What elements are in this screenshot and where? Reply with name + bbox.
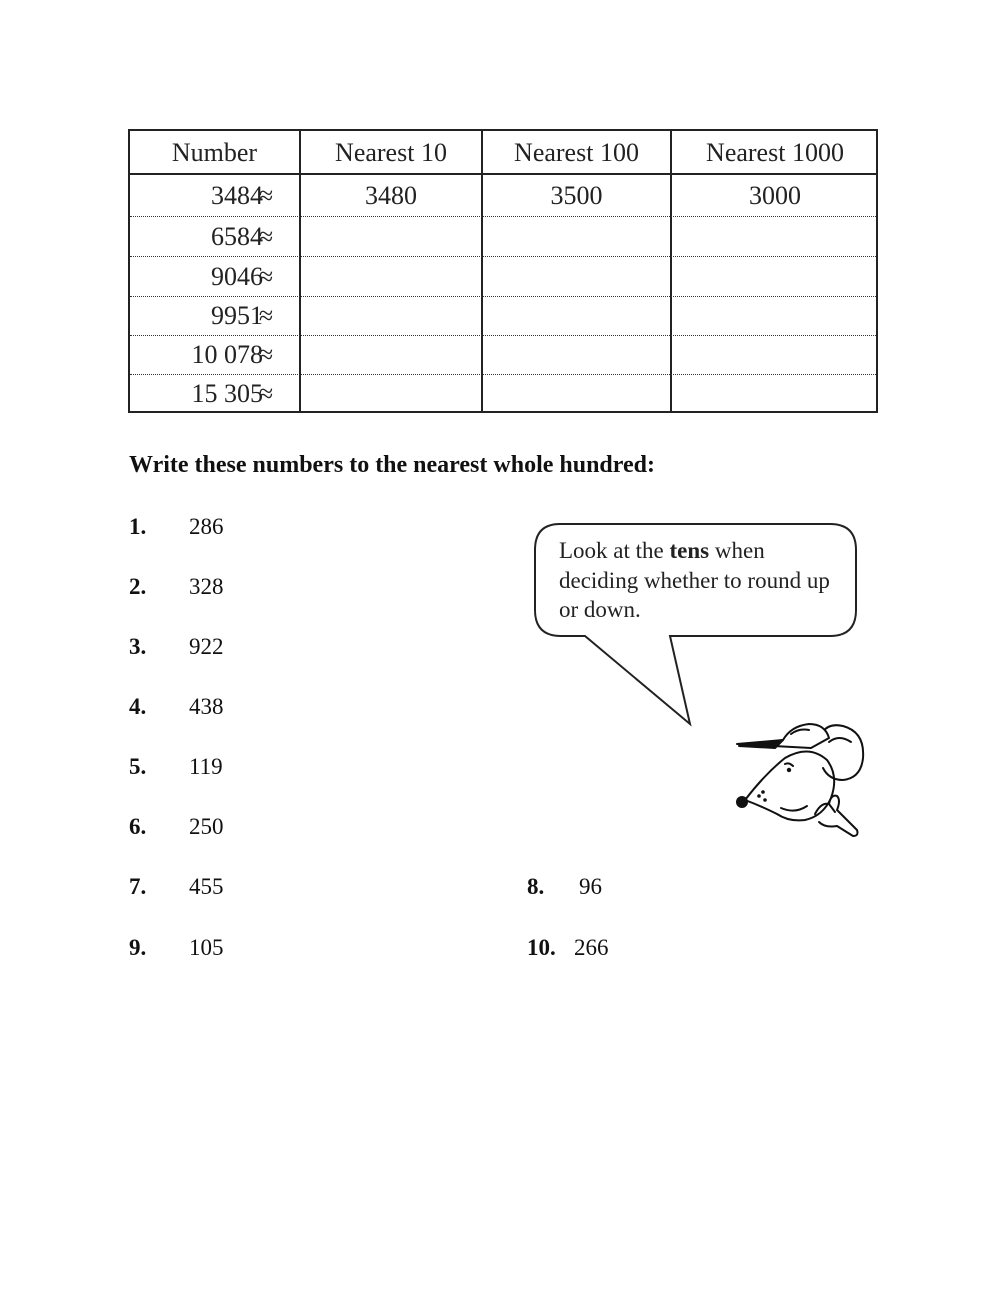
question-number: 6. [129,814,147,839]
question-value: 119 [189,754,223,779]
header-nearest-100: Nearest 100 [514,138,639,167]
approx-symbol: ≈ [258,379,274,408]
bubble-text-bold: tens [669,538,710,563]
question-value: 438 [189,694,224,719]
approx-symbol: ≈ [258,181,274,210]
question-value: 266 [574,935,609,960]
answer-nearest-1000: 3000 [749,181,801,210]
row-number: 10 078 [191,340,263,369]
question-value: 328 [189,574,224,599]
row-number: 15 305 [191,379,263,408]
approx-symbol: ≈ [258,301,274,330]
approx-symbol: ≈ [258,221,274,251]
bubble-text-part2: when deciding whether to round up or down. [559,538,830,622]
question-number: 10. [527,935,556,960]
bubble-text-part1: Look at the [559,538,670,563]
question-number: 8. [527,874,545,899]
question-number: 1. [129,514,147,539]
approx-symbol: ≈ [258,340,274,369]
row-number: 9951 [211,301,263,330]
question-number: 9. [129,935,147,960]
question-value: 96 [579,874,602,899]
speech-bubble [559,536,849,625]
instruction-heading: Write these numbers to the nearest whole hundred: [129,452,655,478]
question-number: 3. [129,634,147,659]
question-value: 455 [189,874,224,899]
row-number: 3484 [211,181,263,210]
approx-symbol: ≈ [258,261,274,291]
question-number: 4. [129,694,147,719]
question-value: 250 [189,814,224,839]
header-number: Number [171,138,258,167]
header-nearest-10: Nearest 10 [335,138,447,167]
question-value: 105 [189,935,224,960]
row-number: 9046 [211,261,263,291]
header-nearest-1000: Nearest 1000 [706,138,844,167]
answer-nearest-100: 3500 [550,181,603,210]
mouse-illustration [725,718,870,843]
question-value: 286 [189,514,224,539]
question-number: 2. [129,574,147,599]
question-value: 922 [189,634,224,659]
question-number: 7. [129,874,147,899]
row-number: 6584 [211,221,263,251]
question-number: 5. [129,754,147,779]
answer-nearest-10: 3480 [365,181,417,210]
